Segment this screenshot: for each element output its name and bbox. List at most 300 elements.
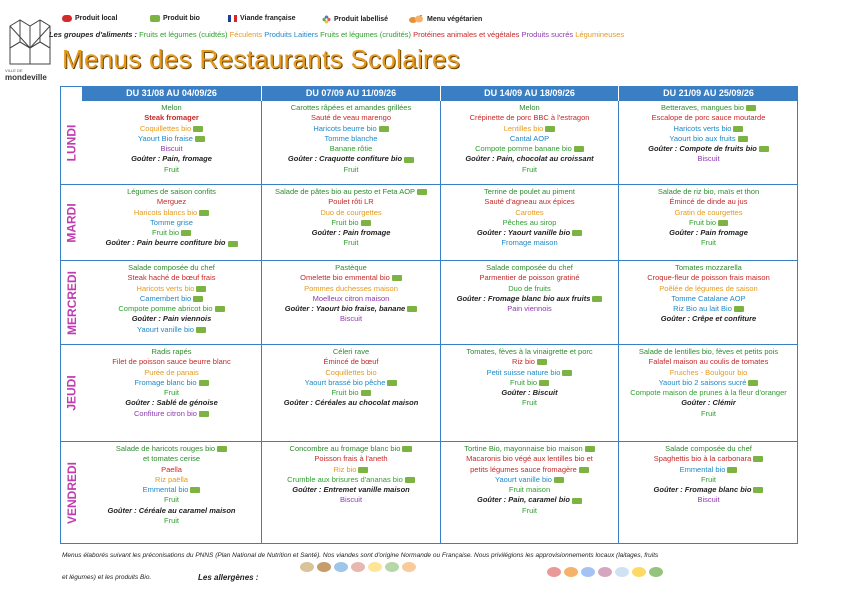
menu-item-label: Pain viennois — [507, 304, 552, 314]
footer-note-line2: et légumes) et les produits Bio. — [62, 574, 152, 581]
menu-item-label: Betteraves, mangues bio — [661, 103, 744, 112]
page-title: Menus des Restaurants Scolaires — [62, 44, 461, 74]
menu-item — [134, 378, 208, 388]
menu-item — [112, 357, 230, 367]
bio-badge-icon — [545, 126, 555, 132]
menu-item-label: Melon — [519, 103, 540, 112]
menu-cell-mercredi-week1 — [82, 261, 262, 345]
menu-item — [334, 465, 369, 475]
bio-badge-icon — [379, 126, 389, 132]
menu-item — [503, 218, 557, 228]
menu-item — [320, 208, 381, 218]
bio-badge-icon — [417, 189, 427, 195]
menu-item — [522, 506, 537, 516]
menu-item — [137, 325, 206, 335]
menu-item — [275, 187, 427, 197]
menu-item — [701, 475, 716, 485]
menu-item-label: Fruit — [522, 398, 537, 408]
menu-item — [325, 134, 378, 144]
bio-badge-icon — [753, 456, 763, 462]
menu-item — [510, 378, 549, 388]
menu-item — [105, 238, 237, 248]
menu-item-label: Camembert bio — [139, 293, 192, 303]
bio-badge-icon — [572, 498, 582, 504]
bio-badge-icon — [181, 230, 191, 236]
bio-badge-icon — [738, 136, 748, 142]
bio-badge-icon — [402, 446, 412, 452]
menu-item-label: Terrine de poulet au piment — [484, 187, 575, 196]
menu-item — [522, 398, 537, 408]
allergen-fish-icon — [334, 562, 348, 572]
menu-item — [331, 218, 370, 228]
allergen-mustard-icon — [564, 567, 578, 577]
menu-item — [155, 475, 188, 485]
menu-cell-jeudi-week2 — [262, 345, 441, 442]
menu-item-label: Gratin de courgettes — [674, 207, 743, 217]
menu-item — [654, 485, 764, 495]
menu-item-label: Goûter : Pain fromage — [669, 228, 748, 238]
menu-item-label: Haricots blancs bio — [133, 207, 198, 217]
menu-item — [470, 465, 589, 475]
menu-item-label: Goûter : Craquotte confiture bio — [287, 154, 403, 164]
bio-badge-icon — [405, 477, 415, 483]
menu-item-label: Crumble aux brisures d'ananas bio — [287, 474, 403, 484]
menu-item-label: Coquillettes bio — [139, 123, 192, 133]
bio-badge-icon — [572, 230, 582, 236]
menu-item-label: Duo de fruits — [508, 283, 551, 293]
menu-cell-jeudi-week4 — [619, 345, 798, 442]
menu-item — [340, 314, 362, 324]
menu-item — [508, 284, 551, 294]
bio-badge-icon — [195, 136, 205, 142]
menu-item-label: Steak haché de bœuf frais — [127, 273, 216, 283]
food-groups-prefix: Les groupes d'aliments : — [49, 30, 138, 39]
menu-cell-mardi-week1 — [82, 185, 262, 261]
menu-item — [466, 347, 592, 357]
allergen-gluten-icon — [300, 562, 314, 572]
menu-item — [311, 113, 391, 123]
menu-item-label: Goûter : Céréales au chocolat maison — [283, 398, 419, 408]
menu-item — [675, 263, 742, 273]
menu-item-label: Poêlée de légumes de saison — [659, 283, 758, 293]
menu-item — [335, 263, 367, 273]
menu-cell-lundi-week1 — [82, 101, 262, 185]
bio-badge-icon — [358, 467, 368, 473]
group-sweets: Produits sucrés — [521, 30, 574, 39]
menu-item-label: Yaourt bio aux fruits — [669, 133, 736, 143]
day-label-jeudi: JEUDI — [60, 345, 82, 442]
menu-item — [674, 124, 744, 134]
group-proteins: Protéines animales et végétales — [413, 30, 520, 39]
logo-name: mondeville — [5, 73, 47, 82]
label-flower-icon — [322, 15, 331, 24]
menu-item — [340, 495, 362, 505]
menu-item — [470, 113, 590, 123]
menu-item-label: Riz Bio au lait Bio — [673, 304, 732, 314]
menu-item-label: Yaourt bio 2 saisons sucré — [658, 377, 747, 387]
menu-item-label: Fruit bio — [151, 228, 180, 238]
menu-item-label: Fruit — [701, 238, 716, 248]
menu-item-label: Sauté d'agneau aux épices — [484, 197, 575, 207]
menu-item-label: Moelleux citron maison — [312, 293, 390, 303]
menu-item — [290, 444, 413, 454]
menu-item — [652, 113, 766, 123]
menu-item-label: Haricots beurre bio — [313, 123, 377, 133]
menu-item-label: Concombre au fromage blanc bio — [289, 444, 401, 453]
menu-item-label: Macaronis bio végé aux lentilles bio et — [466, 454, 593, 464]
menu-item-label: Fruit — [164, 164, 179, 174]
menu-cell-jeudi-week3 — [441, 345, 619, 442]
menu-item — [330, 144, 373, 154]
menu-item-label: Fruit — [701, 408, 716, 418]
menu-item — [630, 388, 787, 398]
menu-item — [134, 208, 209, 218]
menu-item-label: Goûter : Yaourt bio fraise, banane — [284, 304, 406, 314]
menu-item-label: Fruit — [164, 516, 179, 526]
menu-item — [510, 134, 549, 144]
menu-item — [288, 154, 414, 164]
menu-cell-lundi-week4 — [619, 101, 798, 185]
menu-item-label: Fruit bio — [331, 388, 359, 398]
bio-badge-icon — [199, 210, 209, 216]
menu-item — [487, 368, 573, 378]
menu-item-label: Haricots verts bio — [673, 123, 732, 133]
menu-item-label: Crépinette de porc BBC à l'estragon — [469, 113, 590, 123]
menu-cell-mardi-week2 — [262, 185, 441, 261]
menu-cell-vendredi-week4 — [619, 442, 798, 544]
menu-item-label: Goûter : Fromage blanc bio aux fruits — [456, 293, 591, 303]
menu-item-label: Émincé de dinde au jus — [669, 197, 748, 207]
menu-item — [331, 388, 370, 398]
menu-item — [287, 475, 415, 485]
bio-badge-icon — [196, 286, 206, 292]
menu-item-label: Confiture citron bio — [134, 408, 197, 418]
menu-item — [661, 314, 756, 324]
menu-item — [138, 134, 205, 144]
menu-item-label: Compote pomme abricot bio — [118, 304, 213, 314]
menu-item — [639, 347, 778, 357]
menu-item-label: Falafel maison au coulis de tomates — [648, 357, 769, 367]
menu-cell-mercredi-week2 — [262, 261, 441, 345]
bio-badge-icon — [199, 380, 209, 386]
menu-item — [484, 197, 574, 207]
menu-item — [681, 398, 736, 408]
menu-cell-lundi-week2 — [262, 101, 441, 185]
menu-item — [152, 228, 191, 238]
group-cooked-veg: Fruits et légumes (cuidtés) — [139, 30, 228, 39]
menu-item-label: Fruit maison — [508, 485, 551, 495]
menu-item-label: Emmental bio — [679, 464, 726, 474]
menu-item-label: Coquillettes bio — [325, 367, 377, 377]
bio-badge-icon — [734, 306, 744, 312]
menu-item — [128, 273, 216, 283]
bio-badge-icon — [361, 390, 371, 396]
menu-item — [701, 409, 716, 419]
menu-item-label: Fruit — [164, 495, 179, 505]
menu-item-label: Riz paëlla — [155, 474, 188, 484]
bio-badge-icon — [554, 477, 564, 483]
menu-item — [285, 304, 417, 314]
menu-item — [479, 273, 579, 283]
mondeville-logo-icon — [5, 18, 55, 68]
menu-item — [658, 187, 759, 197]
menu-item-label: Yaourt vanille bio — [495, 474, 552, 484]
menu-item-label: Biscuit — [339, 314, 363, 324]
menu-item-label: Fruit — [343, 164, 359, 174]
legend-bio: Produit bio — [150, 15, 200, 22]
menu-item-label: Yaourt vanille bio — [137, 324, 194, 334]
allergen-crustacean-icon — [351, 562, 365, 572]
menu-item-label: Goûter : Clémir — [681, 398, 736, 408]
menu-item-label: Poisson frais à l'aneth — [314, 454, 388, 464]
menu-item — [313, 124, 388, 134]
menu-item-label: Riz bio — [333, 464, 357, 474]
bio-badge-icon — [190, 487, 200, 493]
menu-item — [477, 228, 582, 238]
menu-item — [323, 357, 378, 367]
legend-french-meat: Viande française — [228, 15, 296, 22]
menu-item — [670, 368, 748, 378]
menu-item-label: Salade de lentilles bio, fèves et petits pois — [638, 347, 779, 356]
allergen-sesame-icon — [615, 567, 629, 577]
menu-item-label: Spaghettis bio à la carbonara — [653, 454, 752, 464]
menu-item — [669, 228, 748, 238]
local-badge-icon — [62, 15, 72, 22]
menu-item-label: Biscuit — [697, 154, 720, 164]
legend-local: Produit local — [62, 15, 117, 22]
menu-item — [150, 218, 193, 228]
menu-item — [157, 197, 186, 207]
allergen-egg-icon — [368, 562, 382, 572]
menu-item-label: Fruiches - Boulgour bio — [669, 367, 748, 377]
day-label-mercredi: MERCREDI — [60, 261, 82, 345]
menu-item-label: Melon — [161, 103, 182, 112]
menu-item — [313, 294, 390, 304]
menu-item-label: Goûter : Céréale au caramel maison — [107, 505, 236, 515]
menu-item-label: Goûter : Pain, chocolat au croissant — [465, 154, 594, 164]
menu-item — [125, 398, 218, 408]
menu-item-label: Biscuit — [697, 495, 720, 505]
menu-item-label: Légumes de saison confits — [127, 187, 216, 196]
allergen-icons-row2 — [547, 567, 663, 577]
menu-item-label: Compote maison de prunes à la fleur d'oranger — [630, 388, 787, 398]
menu-item — [344, 238, 359, 248]
menu-item-label: Filet de poisson sauce beurre blanc — [112, 357, 231, 367]
menu-item — [116, 444, 227, 454]
menu-cell-vendredi-week2 — [262, 442, 441, 544]
menu-item-label: Fruit bio — [509, 377, 538, 387]
menu-item — [522, 165, 537, 175]
menu-item-label: Émincé de bœuf — [323, 357, 379, 367]
menu-cell-lundi-week3 — [441, 101, 619, 185]
menu-item — [654, 454, 764, 464]
bio-badge-icon — [539, 380, 549, 386]
menu-item — [466, 454, 593, 464]
bio-badge-icon — [718, 220, 728, 226]
menu-item — [144, 368, 199, 378]
menu-item-label: Tortine Bio, mayonnaise bio maison — [464, 444, 583, 453]
menu-item-label: Haricots verts bio — [136, 283, 195, 293]
menu-item — [291, 103, 411, 113]
menu-item-label: Salade de haricots rouges bio — [115, 444, 216, 453]
menu-item-label: Compote pomme banane bio — [475, 144, 572, 154]
logo-caption: VILLE DE — [5, 68, 23, 73]
menu-item — [515, 208, 543, 218]
bio-badge-icon — [404, 157, 414, 163]
menu-item-label: Céleri rave — [332, 347, 370, 356]
menu-item — [304, 284, 398, 294]
menu-item — [137, 284, 207, 294]
bio-badge-icon — [228, 241, 238, 247]
menu-item — [127, 187, 216, 197]
menu-item-label: Goûter : Pain, caramel bio — [477, 495, 570, 505]
menu-item-label: Goûter : Sablé de génoise — [125, 398, 218, 408]
menu-item — [140, 294, 203, 304]
menu-item — [314, 454, 387, 464]
menu-item — [118, 304, 224, 314]
menu-item-label: Croque-fleur de poisson frais maison — [647, 273, 770, 283]
menu-item — [140, 124, 203, 134]
menu-item-label: Fruit — [522, 164, 537, 174]
menu-item — [670, 197, 748, 207]
menu-item-label: Fromage maison — [501, 238, 558, 248]
menu-item-label: Lentilles bio — [503, 123, 544, 133]
menu-item — [477, 495, 582, 505]
week-header-2: DU 07/09 AU 11/09/26 — [262, 86, 441, 101]
bio-badge-icon — [592, 296, 602, 302]
group-raw-veg: Fruits et légumes (crudités) — [320, 30, 411, 39]
french-flag-icon — [228, 15, 237, 22]
menu-item — [132, 314, 212, 324]
menu-cell-mercredi-week4 — [619, 261, 798, 345]
menu-item — [689, 218, 728, 228]
group-dairy: Produits Laitiers — [264, 30, 319, 39]
week-header-4: DU 21/09 AU 25/09/26 — [619, 86, 798, 101]
menu-item-label: Riz bio — [512, 357, 535, 367]
menu-item-label: Fruit — [701, 474, 716, 484]
menu-item — [659, 284, 757, 294]
bio-badge-icon — [392, 275, 402, 281]
menu-item-label: Petit suisse nature bio — [486, 367, 561, 377]
menu-item-label: Fruit — [343, 238, 359, 248]
allergen-celery-icon — [385, 562, 399, 572]
bio-badge-icon — [759, 146, 769, 152]
menu-item-label: Tomme Catalane AOP — [671, 293, 746, 303]
food-groups-line — [49, 30, 624, 39]
menu-item-label: Cantal AOP — [509, 133, 550, 143]
menu-item — [108, 506, 236, 516]
menu-item — [501, 388, 557, 398]
bio-badge-icon — [361, 220, 371, 226]
menu-item — [701, 238, 716, 248]
bio-badge-icon — [579, 467, 589, 473]
menu-item-label: Goûter : Compote de fruits bio — [648, 144, 757, 154]
menu-item — [671, 294, 745, 304]
menu-item — [519, 103, 539, 113]
menu-item — [160, 144, 182, 154]
menu-item — [465, 154, 593, 164]
menu-item — [680, 465, 738, 475]
bio-badge-icon — [217, 446, 227, 452]
allergen-nuts-icon — [317, 562, 331, 572]
menu-item — [509, 485, 550, 495]
menu-item-label: Salade de pâtes bio au pesto et Feta AOP — [274, 187, 416, 196]
menu-item-label: Fruit bio — [688, 217, 717, 227]
menu-item-label: Goûter : Pain beurre confiture bio — [105, 238, 226, 248]
menu-item — [144, 113, 199, 123]
menu-item-label: Tomme grise — [150, 217, 193, 227]
menu-item — [325, 368, 376, 378]
menu-item — [164, 165, 179, 175]
menu-item — [328, 197, 373, 207]
bio-badge-icon — [150, 15, 160, 22]
menu-item-label: petits légumes sauce fromagère — [470, 464, 577, 474]
menu-item — [665, 444, 752, 454]
day-label-mardi: MARDI — [60, 185, 82, 261]
week-header-1: DU 31/08 AU 04/09/26 — [82, 86, 262, 101]
menu-item-label: Yaourt brassé bio pêche — [304, 377, 386, 387]
legend-vegetarian: Menu végétarien — [408, 15, 482, 23]
menu-item — [659, 378, 759, 388]
menu-item-label: Pommes duchesses maison — [304, 283, 398, 293]
menu-item-label: Escalope de porc sauce moutarde — [651, 113, 766, 123]
menu-item-label: Biscuit — [160, 144, 183, 154]
menu-item — [143, 485, 201, 495]
menu-item — [457, 294, 603, 304]
menu-item — [675, 208, 743, 218]
menu-item — [131, 154, 212, 164]
menu-item — [512, 357, 547, 367]
menu-item — [673, 304, 744, 314]
allergen-milk-icon — [581, 567, 595, 577]
menu-item-label: Tomme blanche — [324, 133, 378, 143]
menu-cell-mercredi-week3 — [441, 261, 619, 345]
menu-item — [649, 357, 769, 367]
group-legumes: Légumineuses — [575, 30, 625, 39]
bio-badge-icon — [753, 487, 763, 493]
bio-badge-icon — [193, 126, 203, 132]
menu-item-label: Fruit — [522, 505, 537, 515]
menu-item — [507, 304, 552, 314]
group-starches: Féculents — [229, 30, 263, 39]
menu-item-label: Salade composée du chef — [665, 444, 752, 453]
menu-item — [504, 124, 556, 134]
menu-cell-vendredi-week1 — [82, 442, 262, 544]
bio-badge-icon — [574, 146, 584, 152]
menu-cell-mardi-week3 — [441, 185, 619, 261]
bio-badge-icon — [562, 370, 572, 376]
menu-item — [484, 187, 575, 197]
menu-cell-vendredi-week3 — [441, 442, 619, 544]
menu-item-label: Goûter : Pain viennois — [131, 314, 212, 324]
menu-item — [697, 154, 719, 164]
allergen-icons-row1 — [300, 562, 416, 572]
menu-item-label: Fruit bio — [331, 217, 359, 227]
bio-badge-icon — [199, 411, 209, 417]
menu-item-label: Pêches au sirop — [502, 217, 557, 227]
bio-badge-icon — [746, 105, 756, 111]
menu-item-label: Purée de panais — [144, 367, 199, 377]
menu-item-label: Omelette bio emmental bio — [300, 273, 390, 283]
menu-item-label: et tomates cerise — [142, 454, 201, 464]
menu-item — [164, 516, 179, 526]
week-header-3: DU 14/09 AU 18/09/26 — [441, 86, 619, 101]
menu-item-label: Goûter : Yaourt vanille bio — [476, 228, 571, 238]
bio-badge-icon — [727, 467, 737, 473]
menu-item — [284, 398, 419, 408]
menu-item-label: Goûter : Crêpe et confiture — [660, 314, 757, 324]
menu-item — [164, 388, 179, 398]
